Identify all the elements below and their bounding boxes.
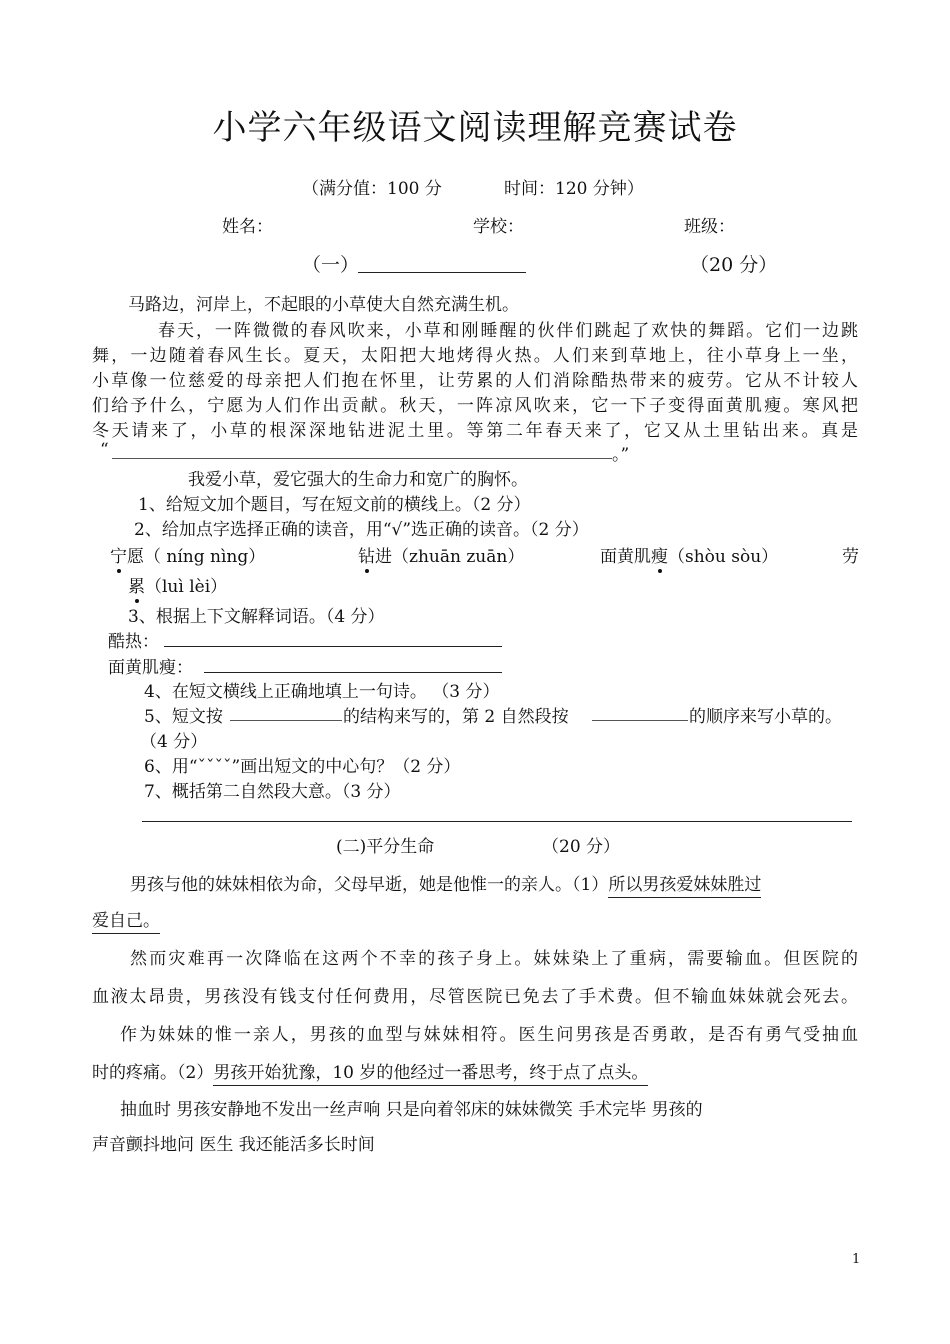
question-7: 7、概括第二自然段大意。（3 分） <box>144 782 401 802</box>
pinyin-item-ning <box>110 542 265 567</box>
section-divider <box>142 821 852 822</box>
pinyin-options: （luì lèi） <box>145 577 228 597</box>
section1-points: （20 分） <box>690 254 778 276</box>
time-label: 时间：120 分钟） <box>504 179 644 199</box>
passage1-closing: 我爱小草，爱它强大的生命力和宽广的胸怀。 <box>188 470 528 490</box>
passage2-text: 时的疼痛。（2） <box>92 1063 214 1083</box>
pinyin-options: 愿（ níng nìng） <box>127 547 266 567</box>
passage2-line <box>92 906 160 931</box>
quote-close: 。” <box>612 445 630 465</box>
section1-number: （一） <box>302 254 360 276</box>
order-blank <box>592 720 688 721</box>
poem-blank-line <box>112 458 612 459</box>
pinyin-options: 进（zhuān zuān） <box>375 547 525 567</box>
quote-open: “ <box>100 440 109 460</box>
word-prefix-lao: 劳 <box>842 547 859 567</box>
dotted-char: 钻 <box>358 542 375 567</box>
answer-line <box>164 646 502 647</box>
term-label-mianhuang: 面黄肌瘦： <box>108 658 193 678</box>
structure-blank <box>230 720 342 721</box>
dotted-char: 累 <box>128 572 145 597</box>
passage2-line <box>130 870 761 895</box>
passage2-unpunctuated-line: 声音颤抖地问 医生 我还能活多长时间 <box>92 1135 375 1155</box>
school-label: 学校： <box>473 217 524 237</box>
underlined-sentence-1: 所以男孩爱妹妹胜过 <box>608 875 761 898</box>
answer-line <box>204 672 502 673</box>
question-1: 1、给短文加个题目，写在短文前的横线上。（2 分） <box>138 495 531 515</box>
question-3: 3、根据上下文解释词语。（4 分） <box>128 607 385 627</box>
page-number: 1 <box>852 1252 861 1267</box>
passage2-line <box>92 1058 648 1083</box>
question-5-part-b: 的结构来写的，第 2 自然段按 <box>343 707 569 727</box>
underlined-sentence-1-end: 爱自己。 <box>92 911 160 934</box>
passage2-line: 然而灾难再一次降临在这两个不幸的孩子身上。妹妹染上了重病，需要输血。但医院的 <box>130 949 858 969</box>
pinyin-item-shou <box>600 542 778 567</box>
pinyin-item-zuan <box>358 542 524 567</box>
passage2-line: 血液太昂贵，男孩没有钱支付任何费用，尽管医院已免去了手术费。但不输血妹妹就会死去。 <box>92 987 858 1007</box>
pinyin-item-lei <box>128 572 227 597</box>
title-blank-line <box>358 272 526 273</box>
name-label: 姓名： <box>222 217 273 237</box>
pinyin-options: （shòu sòu） <box>668 547 779 567</box>
passage2-text: 男孩与他的妹妹相依为命，父母早逝，她是他惟一的亲人。（1） <box>130 875 609 895</box>
question-2: 2、给加点字选择正确的读音，用“√”选正确的读音。（2 分） <box>134 520 589 540</box>
question-5-part-a: 5、短文按 <box>144 707 223 727</box>
question-5-points: （4 分） <box>140 732 208 752</box>
score-label: （满分值：100 分 <box>302 179 442 199</box>
question-4: 4、在短文横线上正确地填上一句诗。 （3 分） <box>144 682 500 702</box>
section2-points: （20 分） <box>542 837 621 857</box>
passage2-unpunctuated-line: 抽血时 男孩安静地不发出一丝声响 只是向着邻床的妹妹微笑 手术完毕 男孩的 <box>120 1100 703 1120</box>
passage2-line: 作为妹妹的惟一亲人，男孩的血型与妹妹相符。医生问男孩是否勇敢，是否有勇气受抽血 <box>120 1025 858 1045</box>
passage1-line: 春天，一阵微微的春风吹来，小草和刚睡醒的伙伴们跳起了欢快的舞蹈。它们一边跳 <box>158 321 858 341</box>
section2-title: (二)平分生命 <box>336 837 435 857</box>
passage1-line: 冬天请来了，小草的根深深地钻进泥土里。等第二年春天来了，它又从土里钻出来。真是 <box>92 421 858 441</box>
term-label-kure: 酷热： <box>108 632 159 652</box>
dotted-char: 瘦 <box>651 542 668 567</box>
class-label: 班级： <box>684 217 735 237</box>
word-prefix: 面黄肌 <box>600 547 651 567</box>
passage1-line: 小草像一位慈爱的母亲把人们抱在怀里，让劳累的人们消除酷热带来的疲劳。它从不计较人 <box>92 371 858 391</box>
passage1-intro: 马路边，河岸上，不起眼的小草使大自然充满生机。 <box>128 295 519 315</box>
passage1-line: 们给予什么，宁愿为人们作出贡献。秋天，一阵凉风吹来，它一下子变得面黄肌瘦。寒风把 <box>92 396 858 416</box>
dotted-char: 宁 <box>110 542 127 567</box>
page-title: 小学六年级语文阅读理解竞赛试卷 <box>212 108 738 148</box>
underlined-sentence-2: 男孩开始犹豫，10 岁的他经过一番思考，终于点了点头。 <box>213 1063 648 1086</box>
question-6: 6、用“ˇˇˇˇ”画出短文的中心句？（2 分） <box>144 757 461 777</box>
passage1-line: 舞，一边随着春风生长。夏天，太阳把大地烤得火热。人们来到草地上，往小草身上一坐， <box>92 346 858 366</box>
question-5-part-c: 的顺序来写小草的。 <box>689 707 842 727</box>
